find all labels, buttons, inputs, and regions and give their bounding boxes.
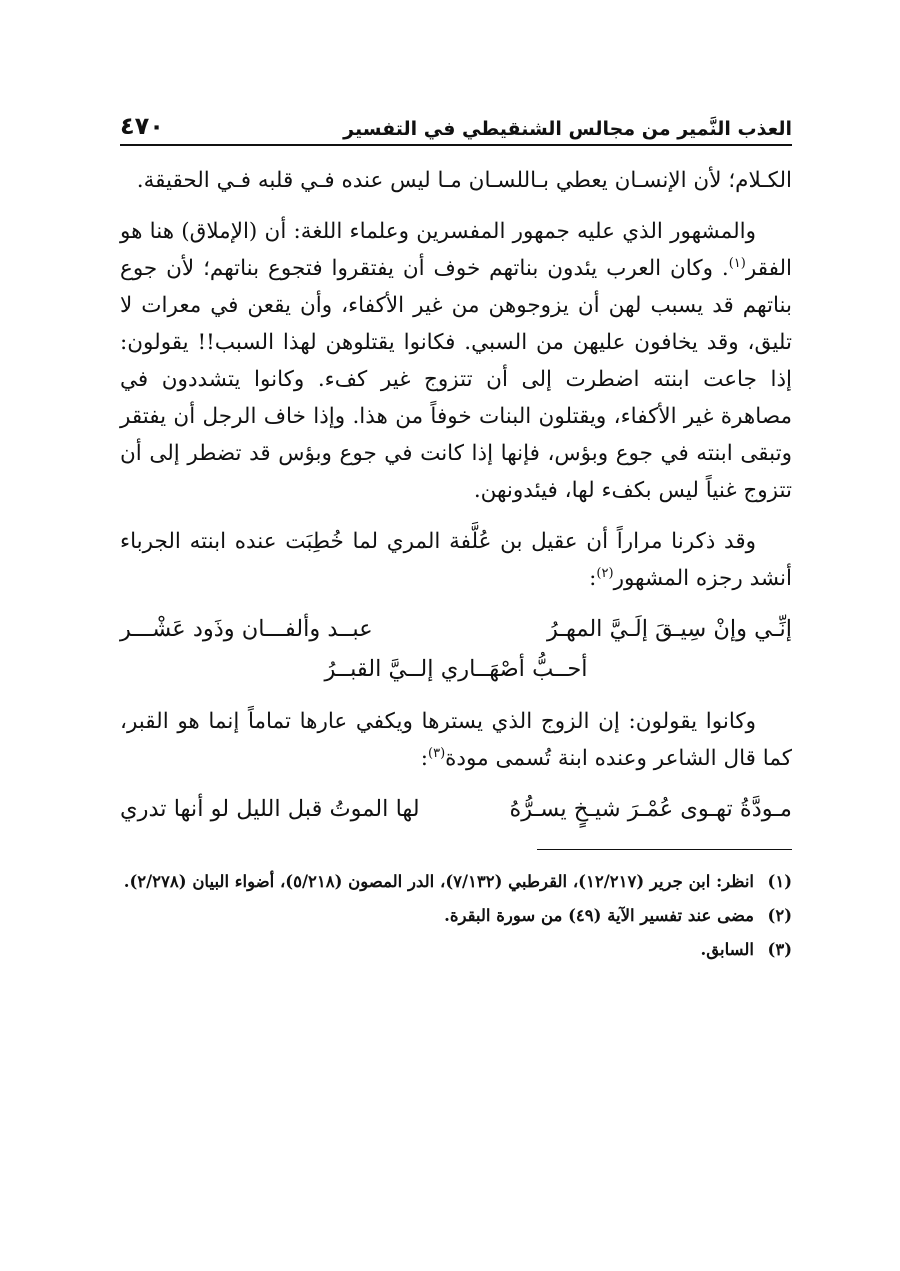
paragraph-1-text: الكـلام؛ لأن الإنسـان يعطي بـاللسـان مـا ليس عنده فـي قلبه فـي الحقيقة. (136, 168, 792, 193)
verse-line-3 (120, 789, 792, 829)
paragraph-4 (120, 703, 792, 777)
footnote-number: (٣) (767, 940, 792, 959)
footnote-ref-1: (١) (728, 255, 746, 271)
paragraph-4-colon: : (420, 746, 429, 771)
paragraph-3-colon: : (589, 566, 597, 591)
running-title: العذب النَّمير من مجالس الشنقيطي في التفسير (343, 118, 792, 140)
paragraph-2 (120, 213, 792, 509)
paragraph-3 (120, 523, 792, 597)
footnote-number: (٢) (767, 906, 792, 925)
footnote-text: السابق. (700, 940, 754, 959)
footnote-text: مضى عند تفسير الآية (٤٩) من سورة البقرة. (444, 906, 754, 925)
footnotes (120, 868, 792, 964)
verse-hemistich-first: مـودَّةُ تهـوى عُمْـرَ شيـخٍ يسـرُّهُ (509, 796, 792, 822)
book-page (120, 100, 792, 1180)
footnote-separator (537, 849, 792, 850)
paragraph-2-text-a: والمشهور الذي عليه جمهور المفسرين وعلماء اللغة: أن (الإملاق) هنا هو الفقر (120, 219, 792, 281)
paragraph-3-text: وقد ذكرنا مراراً أن عقيل بن عُلَّفة المري لما خُطِبَت عنده ابنته الجرباء أنشد رجزه المشهور (120, 529, 792, 591)
verse-block-1 (120, 609, 792, 689)
page-number: ٤٧٠ (120, 112, 164, 140)
verse-line-2: أحــبُّ أصْهَــاري إلــيَّ القبــرُ (324, 656, 588, 682)
main-text (120, 162, 792, 964)
verse-hemistich-second: عبــد وألفـــان وذَود عَشْـــر (120, 616, 373, 642)
page-header (120, 100, 792, 146)
verse-line-1 (120, 609, 792, 649)
footnote-3 (120, 936, 792, 964)
footnote-ref-2: (٢) (596, 565, 614, 581)
verse-block-2 (120, 789, 792, 829)
paragraph-2-text-b: . وكان العرب يئدون بناتهم خوف أن يفتقروا فتجوع بناتهم؛ لأن جوع بناتهم قد يسبب لهن أن يزوجوهن من غير الأكفاء، وأن يقعن في معرات لا تليق، وقد يخافون عليهن من السبي. فكانوا يقتلوهن لهذا السبب!! يقولون: إذا جاعت ابنته اضطرت إلى أن تتزوج غير كفء. وكانوا يتشددون في مصاهرة غير الأكفاء، ويقتلون البنات خوفاً من هذا. وإذا خاف الرجل أن يفتقر وتبقى ابنته في جوع وبؤس، فإنها إذا كانت في جوع وبؤس قد تضطر إلى أن تتزوج غنياً ليس بكفء لها، فيئدونهن. (120, 256, 792, 503)
footnote-1 (120, 868, 792, 896)
footnote-number: (١) (767, 872, 792, 891)
paragraph-4-text: وكانوا يقولون: إن الزوج الذي يسترها ويكفي عارها تماماً إنما هو القبر، كما قال الشاعر وعنده ابنة تُسمى مودة (120, 709, 792, 771)
verse-hemistich-second: لها الموتُ قبل الليل لو أنها تدري (120, 796, 420, 822)
footnote-text: انظر: ابن جرير (١٢/٢١٧)، القرطبي (٧/١٣٢)، الدر المصون (٥/٢١٨)، أضواء البيان (٢/٢٧٨). (123, 872, 754, 891)
verse-hemistich-first: إنِّـي وإنْ سِيـقَ إلَـيَّ المهـرُ (546, 616, 792, 642)
footnote-2 (120, 902, 792, 930)
footnote-ref-3: (٣) (428, 745, 446, 761)
paragraph-1 (120, 162, 792, 199)
